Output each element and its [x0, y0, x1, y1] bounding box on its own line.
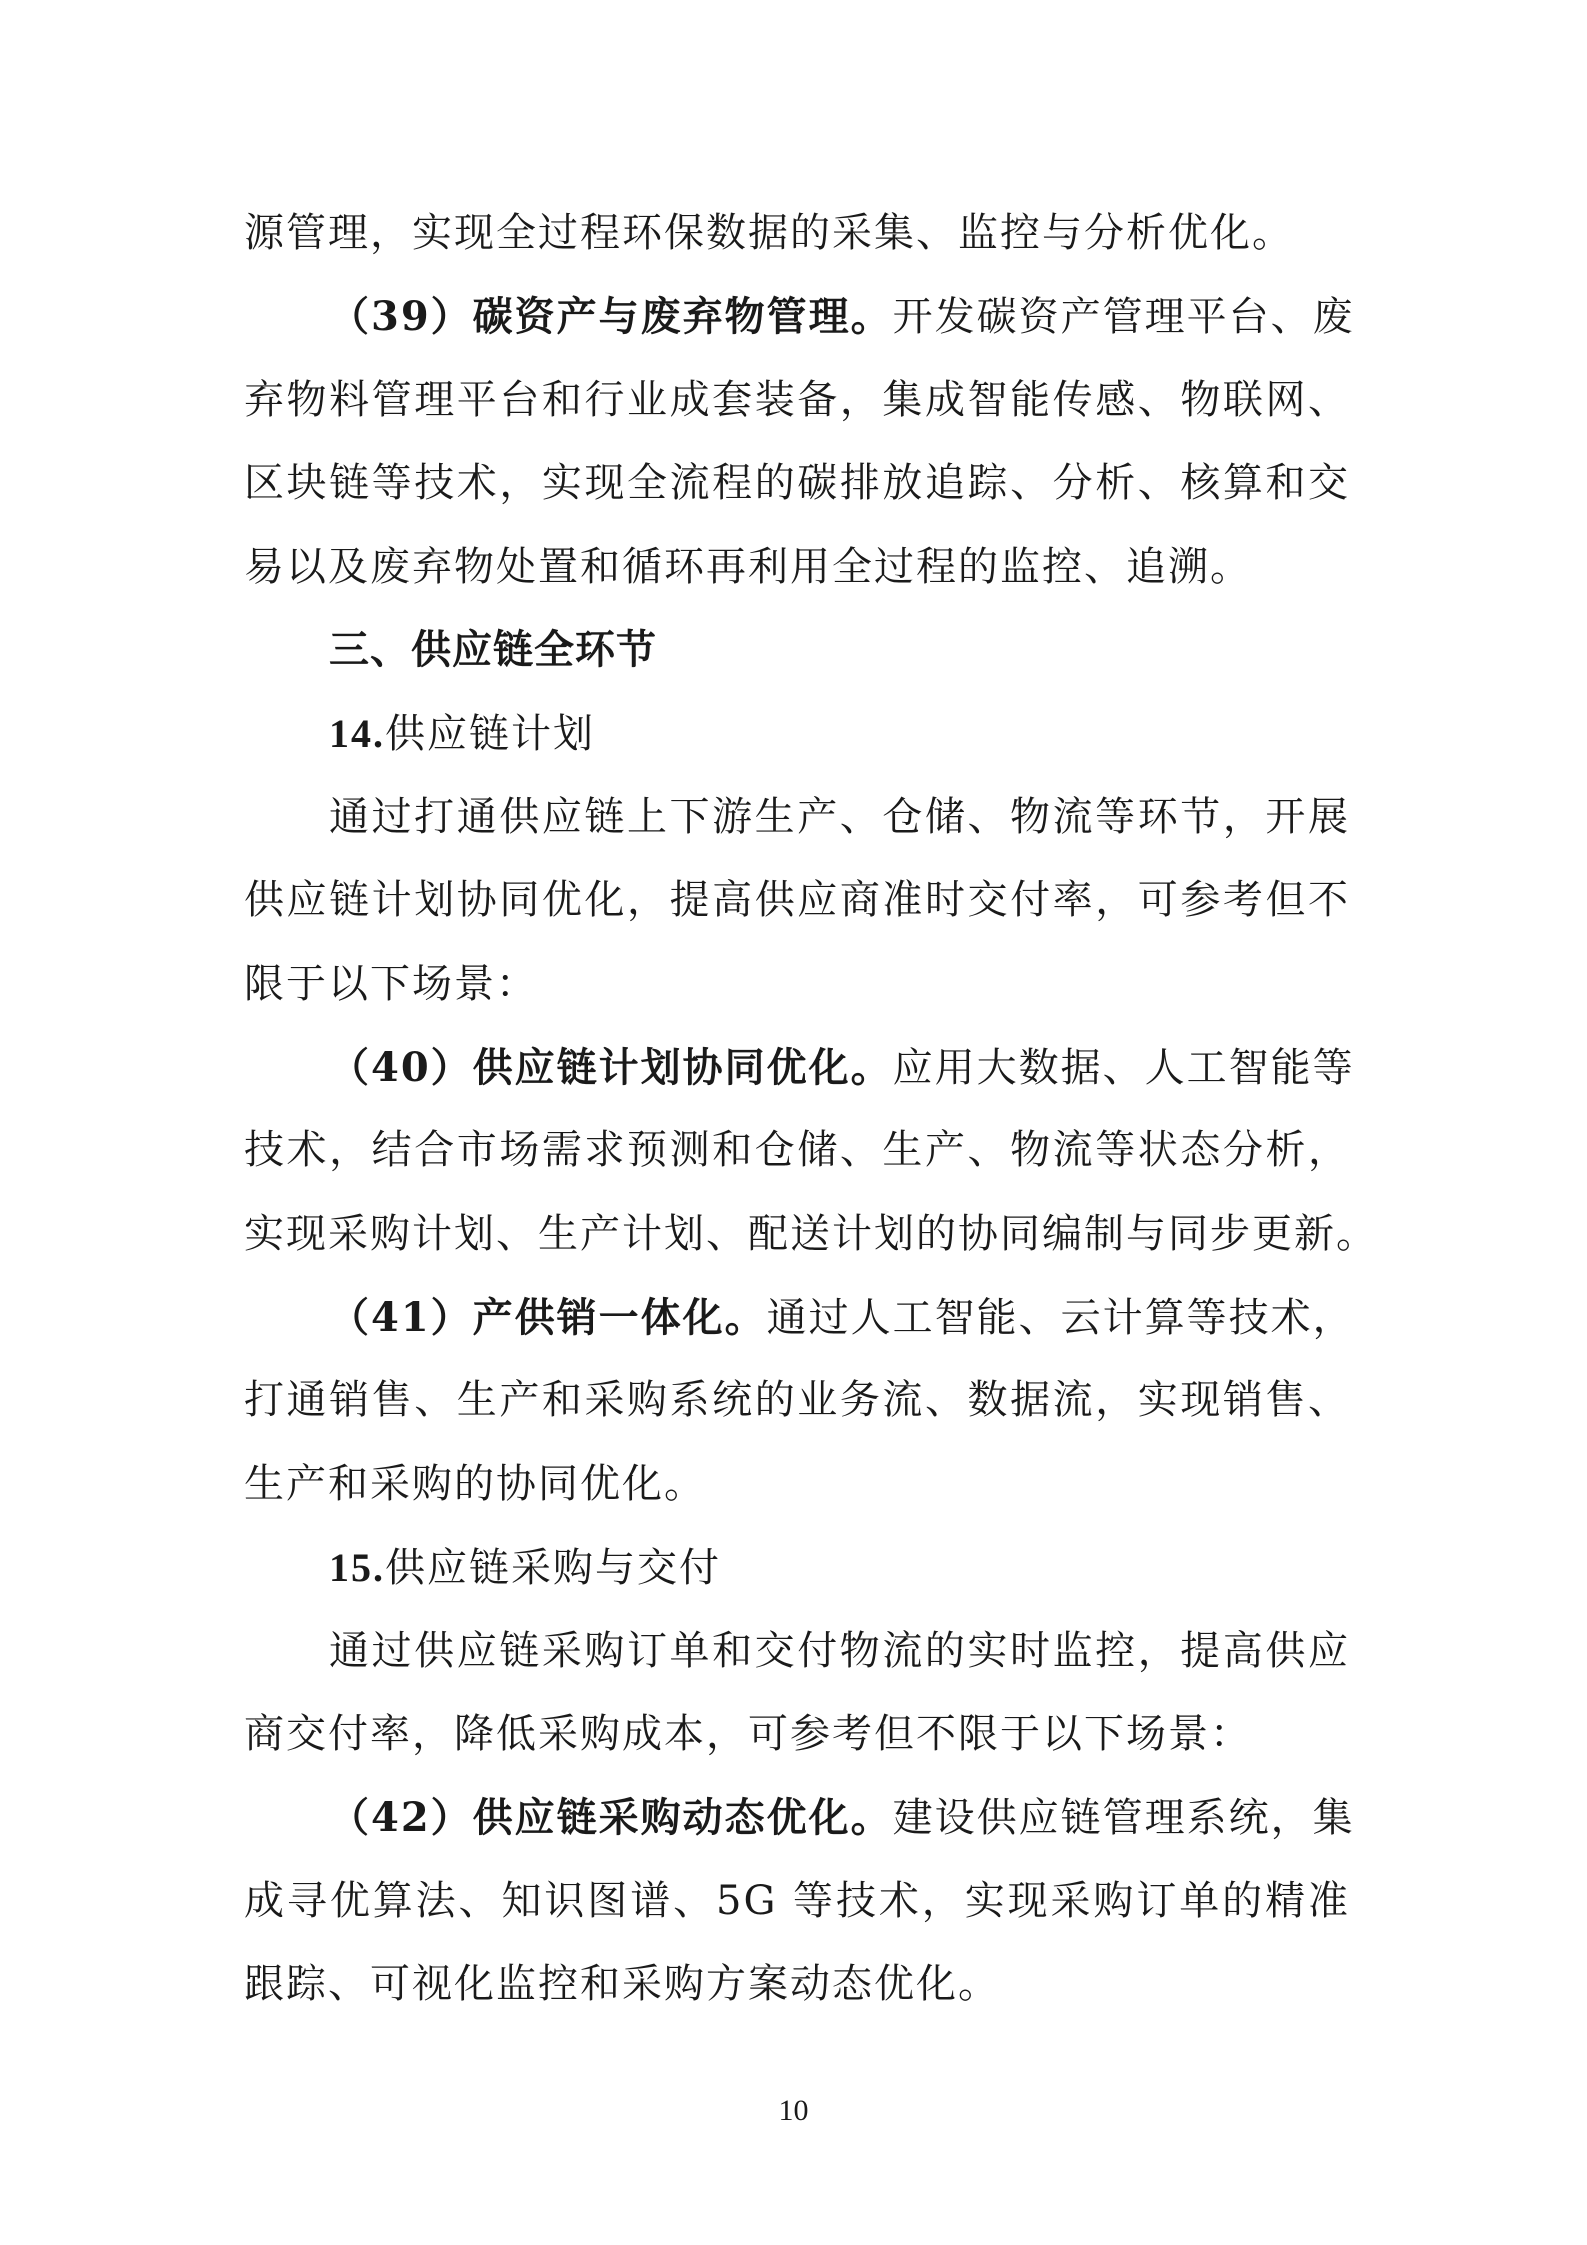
line-text: 源管理，实现全过程环保数据的采集、监控与分析优化。	[244, 210, 1294, 256]
line-text: 供应链计划协同优化，提高供应商准时交付率，可参考但不	[244, 877, 1350, 924]
line-text: 实现采购计划、生产计划、配送计划的协同编制与同步更新。	[244, 1210, 1378, 1257]
item-title-41: （41）产供销一体化。	[329, 1294, 767, 1342]
subsection-title: 供应链采购与交付	[385, 1545, 721, 1592]
paragraph-line	[244, 442, 1350, 525]
page-number: 10	[778, 2094, 809, 2127]
item-title-39: （39）碳资产与废弃物管理。	[329, 293, 893, 341]
line-text: 限于以下场景：	[244, 960, 538, 1007]
subsection-heading	[244, 1526, 1350, 1609]
paragraph-line	[244, 1026, 1355, 1109]
paragraph-line	[244, 1860, 1350, 1943]
line-text: 生产和采购的协同优化。	[244, 1460, 706, 1507]
line-text: 弃物料管理平台和行业成套装备，集成智能传感、物联网、	[244, 376, 1350, 423]
line-text: 建设供应链管理系统，集	[892, 1795, 1355, 1842]
paragraph-line	[244, 1193, 1378, 1276]
line-text: 通过打通供应链上下游生产、仓储、物流等环节，开展	[329, 793, 1350, 840]
paragraph-line	[244, 1109, 1350, 1192]
paragraph-line	[244, 776, 1350, 859]
line-text: 开发碳资产管理平台、废	[892, 294, 1355, 341]
line-text: 通过供应链采购订单和交付物流的实时监控，提高供应	[329, 1627, 1350, 1674]
paragraph-line	[244, 1443, 1350, 1526]
paragraph-line	[244, 359, 1350, 442]
paragraph-line	[244, 1943, 1350, 2026]
item-title-40: （40）供应链计划协同优化。	[329, 1043, 893, 1091]
line-text: 通过人工智能、云计算等技术，	[766, 1295, 1355, 1342]
subsection-number: 14.	[329, 711, 385, 757]
paragraph-line	[244, 1276, 1355, 1359]
subsection-number: 15.	[329, 1545, 385, 1591]
line-text: 区块链等技术，实现全流程的碳排放追踪、分析、核算和交	[244, 460, 1350, 507]
line-text: 商交付率，降低采购成本，可参考但不限于以下场景：	[244, 1711, 1252, 1758]
line-text: 跟踪、可视化监控和采购方案动态优化。	[244, 1961, 1000, 2008]
line-text: 成寻优算法、知识图谱、5G 等技术，实现采购订单的精准	[244, 1877, 1350, 1924]
line-text: 技术，结合市场需求预测和仓储、生产、物流等状态分析，	[244, 1127, 1350, 1174]
paragraph-line	[244, 1776, 1355, 1859]
paragraph-line	[244, 526, 1350, 609]
paragraph-line	[244, 859, 1350, 942]
item-title-42: （42）供应链采购动态优化。	[329, 1794, 893, 1842]
paragraph-line	[244, 1693, 1350, 1776]
line-text: 应用大数据、人工智能等	[892, 1044, 1355, 1091]
paragraph-line	[244, 943, 1350, 1026]
line-text: 打通销售、生产和采购系统的业务流、数据流，实现销售、	[244, 1377, 1350, 1424]
line-text: 易以及废弃物处置和循环再利用全过程的监控、追溯。	[244, 543, 1252, 590]
subsection-heading	[244, 692, 1350, 775]
paragraph-line	[244, 275, 1355, 358]
paragraph-line	[244, 1610, 1350, 1693]
section-heading	[244, 609, 1350, 692]
paragraph-line	[244, 192, 1350, 275]
section-heading-text: 三、供应链全环节	[329, 626, 657, 673]
subsection-title: 供应链计划	[385, 711, 595, 758]
document-body	[244, 192, 1378, 2027]
paragraph-line	[244, 1359, 1350, 1442]
